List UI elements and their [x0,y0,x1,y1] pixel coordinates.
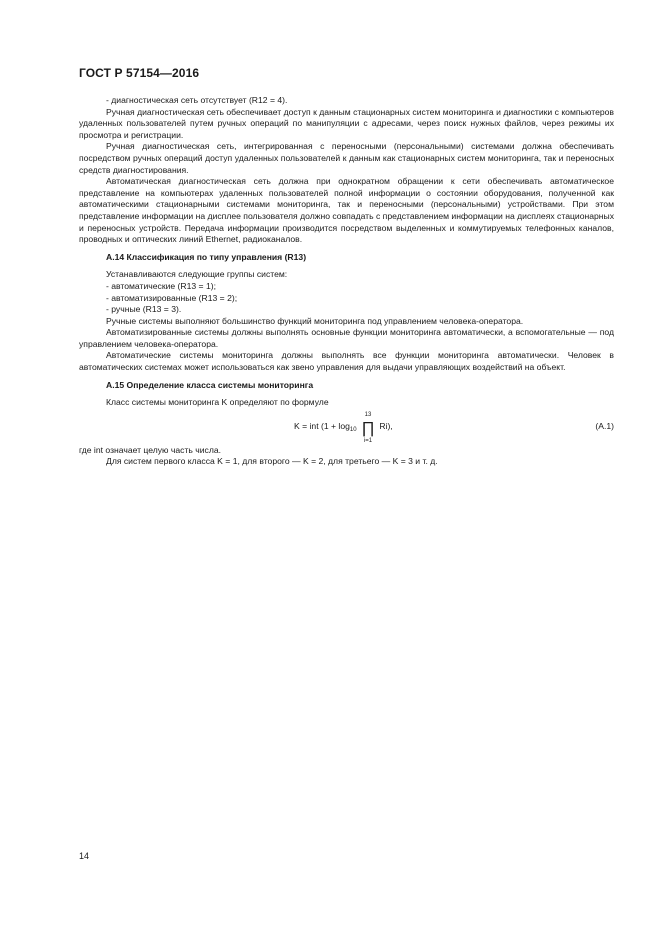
paragraph-manual-network: Ручная диагностическая сеть обеспечивает доступ к данным стационарных систем мониторинга и диагностики с компьютеров удаленных пользователей путем ручных операций по манипуляции с адресами, через поиск нужных файлов, через режимы их просмотра и регистрации. [79,106,614,140]
product-upper-limit: 13 [364,411,372,418]
formula-number: (А.1) [595,420,614,431]
formula-expression [294,411,393,444]
product-sign: ∏ [361,419,375,437]
product-symbol [361,411,375,444]
paragraph-automatic-systems: Автоматические системы мониторинга должны выполнять все функции мониторинга автоматически. Человек в автоматических системах может использоваться как звено управления для выдачи управляющих воздействий на объект. [79,350,614,373]
section-heading-a14: А.14 Классификация по типу управления (R13) [106,251,307,262]
paragraph-manual-systems: Ручные системы выполняют большинство функций мониторинга под управлением человека-оператора. [106,315,524,326]
paragraph-automatic-network: Автоматическая диагностическая сеть должна при однократном обращении к сети обеспечивать автоматическое представление на компьютерах удаленных пользователей полной информации о состоянии оборудования, полученной как автоматическими стационарными системами мониторинга, так и переносными (персональными) устройствами. При этом представление информации на дисплее пользователя должно совпадать с представлением информации на дисплеях стационарных и переносных устройств. Передача информации производится посредством выделенных и коммутируемых телефонных каналов, проводных и оптических линий Ethernet, радиоканалов. [79,176,614,245]
formula-lhs: K = int (1 + log [294,420,350,431]
paragraph-a14-intro: Устанавливаются следующие группы систем: [106,269,288,280]
document-code-header: ГОСТ Р 57154—2016 [79,66,200,80]
paragraph-a15-intro: Класс системы мониторинга K определяют по формуле [106,397,329,408]
formula-rhs: Ri), [379,420,393,431]
product-lower-limit: i=1 [363,437,373,444]
list-item-automatic: - автоматические (R13 = 1); [106,280,216,291]
paragraph-automated-systems: Автоматизированные системы должны выполнять основные функции мониторинга автоматически, а вспомогательные — под управлением человека-оператора. [79,327,614,349]
paragraph-where: где int означает целую часть числа. [79,444,222,455]
paragraph-classes: Для систем первого класса K = 1, для второго — K = 2, для третьего — K = 3 и т. д. [106,456,438,467]
formula-log-base: 10 [349,426,357,433]
document-body [79,95,614,468]
formula-a1 [79,409,614,445]
list-item-automated: - автоматизированные (R13 = 2); [106,292,238,303]
list-item-manual: - ручные (R13 = 3). [106,304,182,315]
list-item-r12: - диагностическая сеть отсутствует (R12 = 4). [106,95,288,105]
paragraph-manual-integrated-network: Ручная диагностическая сеть, интегрированная с переносными (персональными) системами должна обеспечивать посредством ручных операций доступ удаленных пользователей к данным как стационарных систем мониторинга, так и переносных средств диагностирования. [79,141,614,175]
section-heading-a15: А.15 Определение класса системы мониторинга [106,379,314,390]
page-number: 14 [79,851,90,861]
